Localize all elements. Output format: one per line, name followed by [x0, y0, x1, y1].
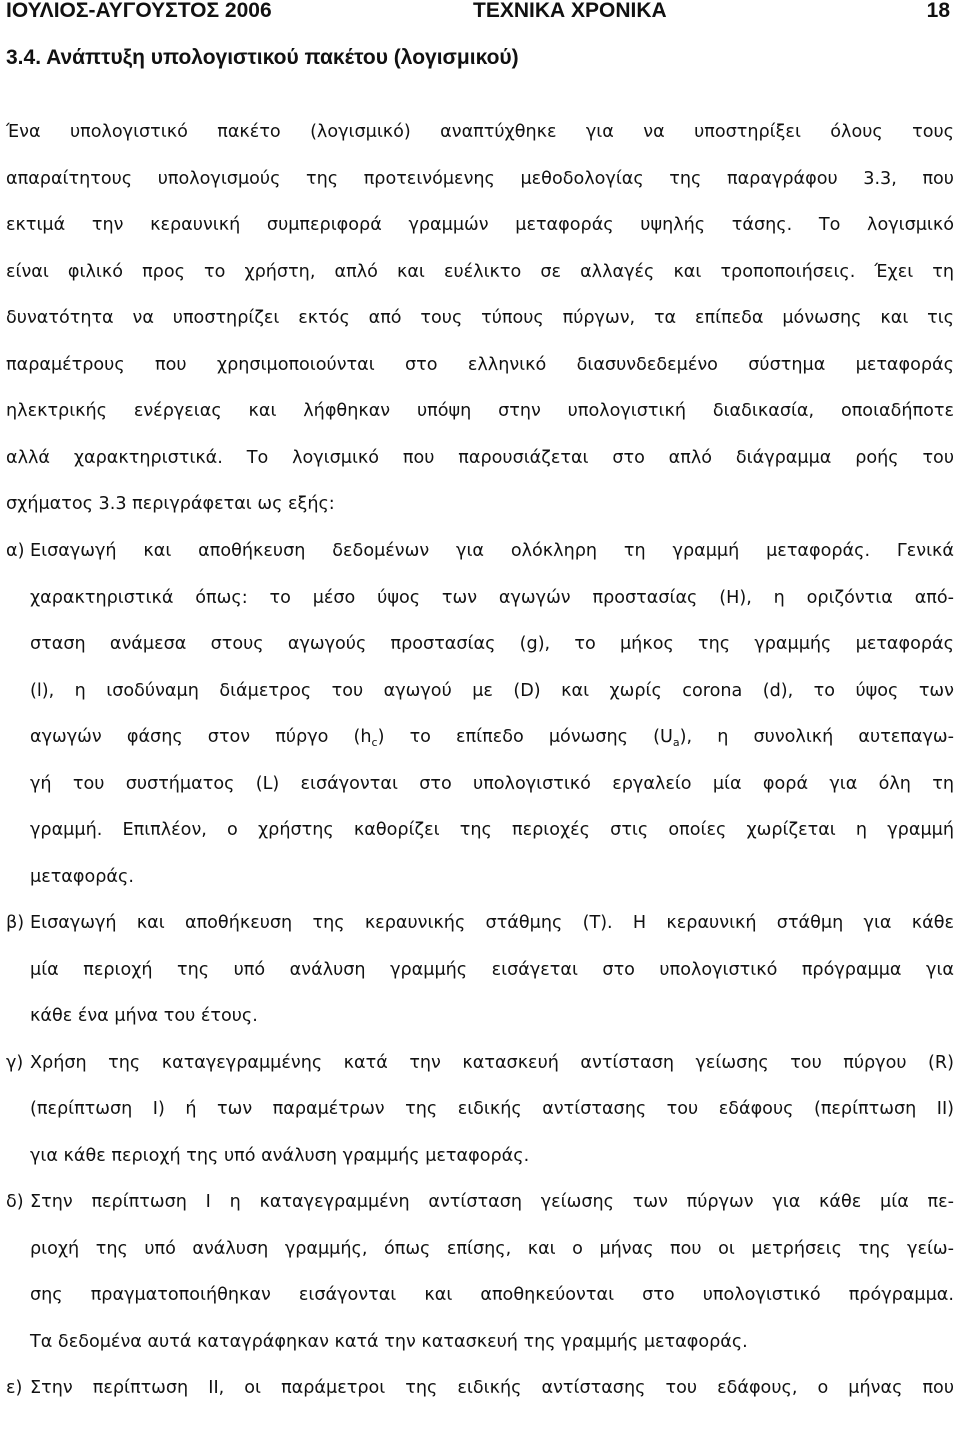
page-number: 18 [926, 0, 950, 22]
text-line: σχήματος 3.3 περιγράφεται ως εξής: [6, 494, 335, 514]
text-line: γή του συστήματος (L) εισάγονται στο υπολογιστικό εργαλείο μία φορά για όλη τη [30, 773, 954, 794]
text-line: σης πραγματοποιήθηκαν εισάγονται και αποθηκεύονται στο υπολογιστικό πρόγραμμα. [30, 1285, 954, 1305]
text-line: εκτιμά την κεραυνική συμπεριφορά γραμμών μεταφοράς υψηλής τάσης. Το λογισμικό [6, 215, 954, 235]
header-journal-title: ΤΕΧΝΙΚΑ ΧΡΟΝΙΚΑ [473, 0, 667, 22]
section-heading: 3.4. Ανάπτυξη υπολογιστικού πακέτου (λογισμικού) [6, 46, 519, 69]
list-item-e [6, 1365, 954, 1412]
list-marker: ε) [6, 1378, 23, 1398]
text-line: ριοχή της υπό ανάλυση γραμμής, όπως επίσης, και ο μήνας που οι μετρήσεις της γείω- [30, 1238, 954, 1259]
list-marker: β) [6, 913, 25, 933]
text-segment: ), η συνολική αυτεπαγω- [679, 727, 954, 747]
list-item-a [6, 528, 954, 900]
text-line: δυνατότητα να υποστηρίζει εκτός από τους τύπους πύργων, τα επίπεδα μόνωσης και τις [6, 308, 954, 328]
list-marker: δ) [6, 1192, 24, 1212]
text-line: είναι φιλικό προς το χρήστη, απλό και ευέλικτο σε αλλαγές και τροποποιήσεις. Έχει τη [6, 261, 954, 282]
text-line: σταση ανάμεσα στους αγωγούς προστασίας (g), το μήκος της γραμμής μεταφοράς [30, 634, 954, 654]
subscript-c: c [371, 736, 378, 749]
text-segment: ) το επίπεδο μόνωσης (U [377, 727, 673, 747]
intro-paragraph [6, 109, 954, 528]
text-line: Εισαγωγή και αποθήκευση δεδομένων για ολόκληρη τη γραμμή μεταφοράς. Γενικά [30, 541, 954, 561]
text-line: γραμμή. Επιπλέον, ο χρήστης καθορίζει της περιοχές στις οποίες χωρίζεται η γραμμή [30, 820, 954, 840]
list-marker: α) [6, 541, 25, 561]
text-line: παραμέτρους που χρησιμοποιούνται στο ελληνικό διασυνδεδεμένο σύστημα μεταφοράς [6, 354, 954, 375]
text-line: Τα δεδομένα αυτά καταγράφηκαν κατά την κατασκευή της γραμμής μεταφοράς. [30, 1331, 748, 1352]
text-line: αλλά χαρακτηριστικά. Το λογισμικό που παρουσιάζεται στο απλό διάγραμμα ροής του [6, 447, 954, 468]
text-line [30, 714, 954, 761]
list-item-c [6, 1040, 954, 1180]
enumerated-list [6, 528, 954, 1412]
text-line: μία περιοχή της υπό ανάλυση γραμμής εισάγεται στο υπολογιστικό πρόγραμμα για [30, 959, 954, 980]
text-line: (l), η ισοδύναμη διάμετρος του αγωγού με (D) και χωρίς corona (d), το ύψος των [30, 680, 954, 701]
list-item-b [6, 900, 954, 1040]
running-header [6, 0, 950, 26]
text-line: Εισαγωγή και αποθήκευση της κεραυνικής στάθμης (T). Η κεραυνική στάθμη για κάθε [30, 913, 954, 933]
text-line: ηλεκτρικής ενέργειας και λήφθηκαν υπόψη στην υπολογιστική διαδικασία, οποιαδήποτε [6, 401, 954, 421]
text-line: Στην περίπτωση I η καταγεγραμμένη αντίσταση γείωσης των πύργων για κάθε μία πε- [30, 1192, 954, 1212]
text-line: Στην περίπτωση II, οι παράμετροι της ειδικής αντίστασης του εδάφους, ο μήνας που [30, 1378, 954, 1398]
text-segment: αγωγών φάσης στον πύργο (h [30, 727, 372, 747]
text-line: (περίπτωση I) ή των παραμέτρων της ειδικής αντίστασης του εδάφους (περίπτωση II) [30, 1099, 954, 1119]
subscript-a: a [672, 736, 680, 749]
text-line: Ένα υπολογιστικό πακέτο (λογισμικό) αναπτύχθηκε για να υποστηρίξει όλους τους [6, 122, 954, 142]
text-line: μεταφοράς. [30, 866, 134, 887]
text-line: Χρήση της καταγεγραμμένης κατά την κατασκευή αντίσταση γείωσης του πύργου (R) [30, 1052, 954, 1073]
text-line: χαρακτηριστικά όπως: το μέσο ύψος των αγωγών προστασίας (H), η οριζόντια από- [30, 587, 954, 608]
text-line: κάθε ένα μήνα του έτους. [30, 1006, 258, 1026]
list-marker: γ) [6, 1052, 24, 1073]
list-item-d [6, 1179, 954, 1365]
text-line: απαραίτητους υπολογισμούς της προτεινόμενης μεθοδολογίας της παραγράφου 3.3, που [6, 168, 954, 189]
text-line: για κάθε περιοχή της υπό ανάλυση γραμμής μεταφοράς. [30, 1145, 530, 1166]
header-date: ΙΟΥΛΙΟΣ-ΑΥΓΟΥΣΤΟΣ 2006 [6, 0, 272, 22]
